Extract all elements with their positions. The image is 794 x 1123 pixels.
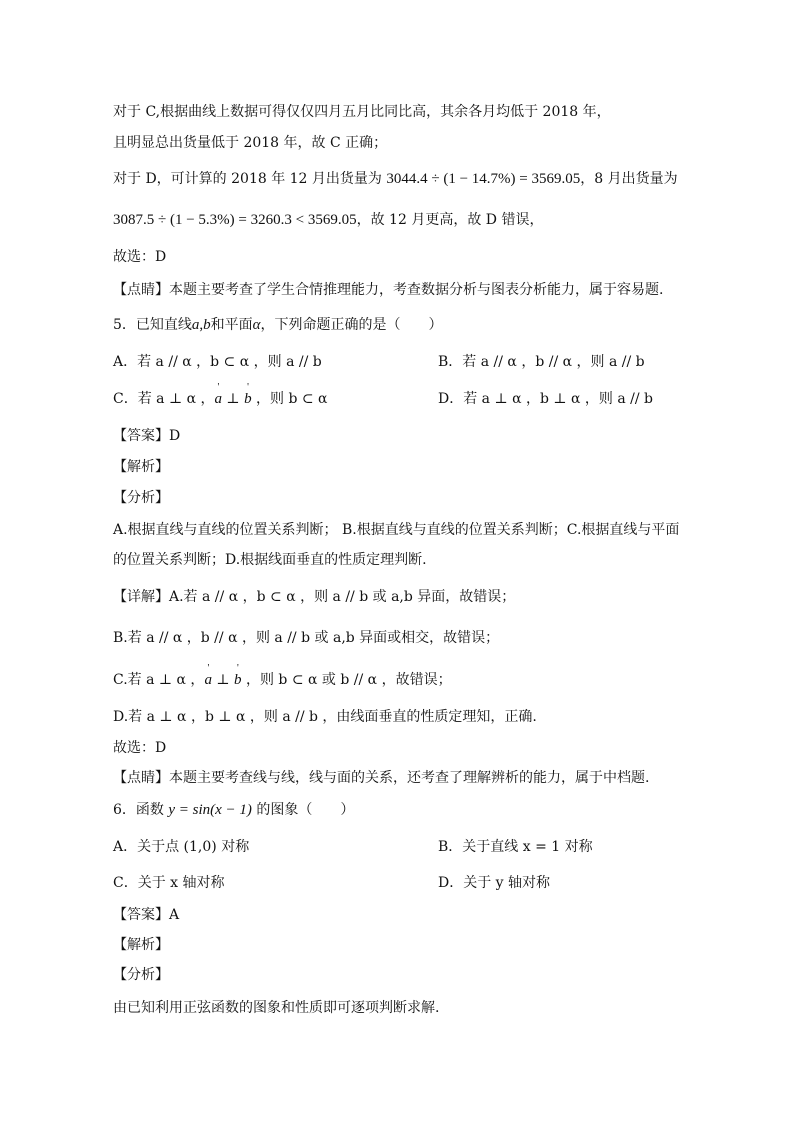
option-c: C．关于 x 轴对称 bbox=[113, 875, 225, 891]
remark-line: 【点睛】本题主要考查线与线，线与面的关系，还考查了理解辨析的能力，属于中档题. bbox=[113, 770, 650, 786]
text-fragment: ，则 b ⊂ α 或 b // α ，故错误； bbox=[241, 672, 452, 688]
text-fragment: ，故 12 月更高，故 D 错误， bbox=[356, 212, 544, 228]
text-fragment: ，则 b ⊂ α bbox=[251, 391, 328, 407]
option-a: A．关于点 (1,0) 对称 bbox=[113, 839, 250, 855]
option-d: D．若 a ⊥ α ，b ⊥ α ，则 a // b bbox=[438, 391, 654, 407]
text-line: A.根据直线与直线的位置关系判断； B.根据直线与直线的位置关系判断；C.根据直线与平面 bbox=[113, 522, 680, 538]
vector-a: ' a bbox=[214, 390, 222, 408]
text-line: 的位置关系判断；D.根据线面垂直的性质定理判断. bbox=[113, 552, 427, 568]
text-fragment: 对于 D，可计算的 2018 年 12 月出货量为 bbox=[113, 171, 387, 187]
option-d: D．关于 y 轴对称 bbox=[438, 875, 551, 891]
text-line: 且明显总出货量低于 2018 年，故 C 正确； bbox=[113, 135, 388, 151]
text-fragment: ，下列命题正确的是（ ） bbox=[260, 317, 443, 333]
analysis-label: 【解析】 bbox=[113, 459, 169, 475]
option-c bbox=[113, 390, 328, 408]
text-fragment: ⊥ bbox=[211, 672, 235, 688]
text-fragment: ，8 月出货量为 bbox=[580, 171, 678, 187]
question-number: 5．已知直线 bbox=[113, 317, 192, 333]
option-a: A．若 a // α ，b ⊂ α ，则 a // b bbox=[113, 354, 322, 370]
text-line bbox=[113, 170, 678, 188]
detail-c bbox=[113, 671, 452, 689]
analysis-subheading: 【分析】 bbox=[113, 967, 169, 983]
question-6-stem bbox=[113, 801, 354, 819]
answer-label: 【答案】A bbox=[113, 907, 180, 923]
detail-b: B.若 a // α ，b // α ，则 a // b 或 a,b 异面或相交，故错误； bbox=[113, 630, 500, 646]
math-expression: 3044.4 ÷ (1 − 14.7%) = 3569.05 bbox=[386, 171, 581, 187]
detail-d: D.若 a ⊥ α ，b ⊥ α ，则 a // b ，由线面垂直的性质定理知，正确. bbox=[113, 709, 537, 725]
analysis-subheading: 【分析】 bbox=[113, 490, 169, 506]
text-line: 由已知利用正弦函数的图象和性质即可逐项判断求解. bbox=[113, 1000, 440, 1016]
question-5-stem bbox=[113, 316, 443, 334]
math-expression: 3087.5 ÷ (1 − 5.3%) = 3260.3 < 3569.05 bbox=[113, 212, 357, 228]
text-line bbox=[113, 211, 543, 229]
text-line: 故选：D bbox=[113, 249, 167, 265]
question-number: 6．函数 bbox=[113, 802, 169, 818]
vector-a: ' a bbox=[204, 671, 212, 689]
text-fragment: 的图象（ ） bbox=[251, 802, 355, 818]
answer-label: 【答案】D bbox=[113, 428, 181, 444]
text-line: 故选：D bbox=[113, 740, 167, 756]
analysis-label: 【解析】 bbox=[113, 937, 169, 953]
vector-b: ' b bbox=[234, 671, 242, 689]
text-fragment: C.若 a ⊥ α ， bbox=[113, 672, 205, 688]
option-b: B．关于直线 x = 1 对称 bbox=[438, 839, 593, 855]
text-line: 对于 C,根据曲线上数据可得仅仅四月五月比同比高，其余各月均低于 2018 年， bbox=[113, 104, 611, 120]
math-sep: , bbox=[199, 317, 204, 333]
text-fragment: 和平面 bbox=[210, 317, 253, 333]
text-fragment: C．若 a ⊥ α ， bbox=[113, 391, 215, 407]
math-expression: y = sin(x − 1) bbox=[168, 802, 252, 818]
remark-line: 【点睛】本题主要考查了学生合情推理能力，考查数据分析与图表分析能力，属于容易题. bbox=[113, 282, 664, 298]
text-fragment: ⊥ bbox=[221, 391, 245, 407]
detail-a: 【详解】A.若 a // α ，b ⊂ α ，则 a // b 或 a,b 异面，故错误； bbox=[113, 589, 516, 605]
math-var: α bbox=[252, 317, 261, 333]
vector-b: ' b bbox=[244, 390, 252, 408]
math-var: b bbox=[203, 317, 211, 333]
option-b: B．若 a // α ，b // α ，则 a // b bbox=[438, 354, 645, 370]
math-var: a bbox=[191, 317, 200, 333]
